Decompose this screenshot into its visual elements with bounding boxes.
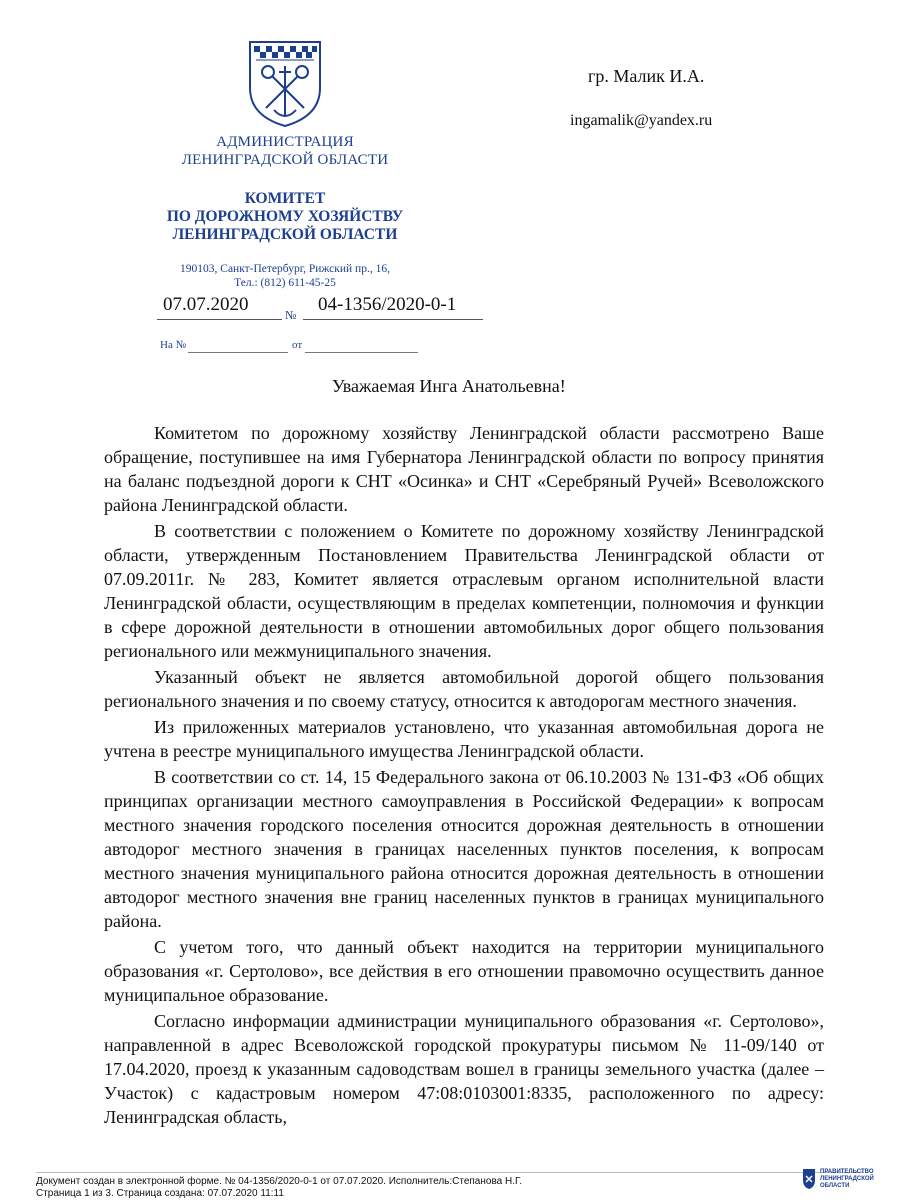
- committee-line1: КОМИТЕТ: [244, 190, 326, 207]
- paragraph: Комитетом по дорожному хозяйству Ленинградской области рассмотрено Ваше обращение, поступившее на имя Губернатора Ленинградской области по вопросу принятия на баланс подъездной дороги к СНТ «Осинка» и СНТ «Серебряный Ручей» Всеволожского района Ленинградской области.: [104, 423, 824, 515]
- paragraph: В соответствии с положением о Комитете по дорожному хозяйству Ленинградской области, утвержденным Постановлением Правительства Ленинградской области от 07.09.2011г. № 283, Комитет является отраслевым органом исполнительной власти Ленинградской области, осуществляющим в пределах компетенции, полномочия и функции в сфере дорожной деятельности в отношении автомобильных дорог общего пользования регионального или межмуниципального значения.: [104, 521, 824, 661]
- footer-divider: [36, 1172, 864, 1173]
- footer-line2: Страница 1 из 3. Страница создана: 07.07.2020 11:11: [36, 1188, 284, 1199]
- paragraph: Из приложенных материалов установлено, что указанная автомобильная дорога не учтена в реестре муниципального имущества Ленинградской области.: [104, 717, 824, 761]
- committee-line2: ПО ДОРОЖНОМУ ХОЗЯЙСТВУ: [166, 208, 404, 225]
- salutation: Уважаемая Инга Анатольевна!: [332, 376, 566, 396]
- paragraph: В соответствии со ст. 14, 15 Федерального закона от 06.10.2003 № 131-ФЗ «Об общих принципах организации местного самоуправления в Российской Федерации» к вопросам местного значения городского поселения относится дорожная деятельность в отношении автодорог местного значения в границах населенных пунктов поселения, к вопросам местного значения муниципального района относится дорожная деятельность в отношении автодорог местного значения вне границ населенных пунктов в границах муниципального района.: [104, 767, 824, 931]
- recipient-email: ingamalik@yandex.ru: [570, 112, 713, 129]
- address-line1: 190103, Санкт-Петербург, Рижский пр., 16,: [180, 263, 390, 275]
- reference-label: На №: [160, 339, 187, 351]
- government-logo: [802, 1168, 884, 1190]
- registration-date: 07.07.2020: [163, 294, 249, 315]
- government-logo-text: ПРАВИТЕЛЬСТВО ЛЕНИНГРАДСКОЙ ОБЛАСТИ: [820, 1168, 874, 1189]
- coat-of-arms-icon: [244, 36, 326, 130]
- reference-date-underline: [305, 352, 418, 353]
- document-footer: [36, 1176, 522, 1200]
- number-label: №: [285, 308, 297, 322]
- administration-name: [150, 133, 420, 169]
- admin-line2: ЛЕНИНГРАДСКОЙ ОБЛАСТИ: [181, 152, 389, 168]
- committee-name: [150, 190, 420, 244]
- committee-line3: ЛЕНИНГРАДСКОЙ ОБЛАСТИ: [172, 226, 398, 243]
- recipient-name: гр. Малик И.А.: [588, 66, 705, 86]
- committee-address: [150, 262, 420, 290]
- letter-body: [104, 421, 824, 1131]
- paragraph: Указанный объект не является автомобильной дорогой общего пользования регионального значения и по своему статусу, относится к автодорогам местного значения.: [104, 667, 824, 711]
- number-underline: [303, 319, 483, 320]
- paragraph: Согласно информации администрации муниципального образования «г. Сертолово», направленной в адрес Всеволожской городской прокуратуры письмом № 11-09/140 от 17.04.2020, проезд к указанным садоводствам вошел в границы земельного участка (далее – Участок) с кадастровым номером 47:08:0103001:8335, расположенного по адресу: Ленинградская область,: [104, 1011, 824, 1127]
- reference-from-label: от: [292, 339, 303, 351]
- date-underline: [157, 319, 282, 320]
- paragraph: С учетом того, что данный объект находится на территории муниципального образования «г. Сертолово», все действия в его отношении правомочно осуществить данное муниципальное образование.: [104, 937, 824, 1005]
- reference-underline: [188, 352, 288, 353]
- government-logo-icon: [802, 1168, 816, 1190]
- address-line2: Тел.: (812) 611-45-25: [234, 277, 336, 289]
- registration-number: 04-1356/2020-0-1: [318, 294, 457, 315]
- footer-line1: Документ создан в электронной форме. № 04-1356/2020-0-1 от 07.07.2020. Исполнитель:Степанова Н.Г.: [36, 1176, 522, 1187]
- admin-line1: АДМИНИСТРАЦИЯ: [216, 134, 354, 150]
